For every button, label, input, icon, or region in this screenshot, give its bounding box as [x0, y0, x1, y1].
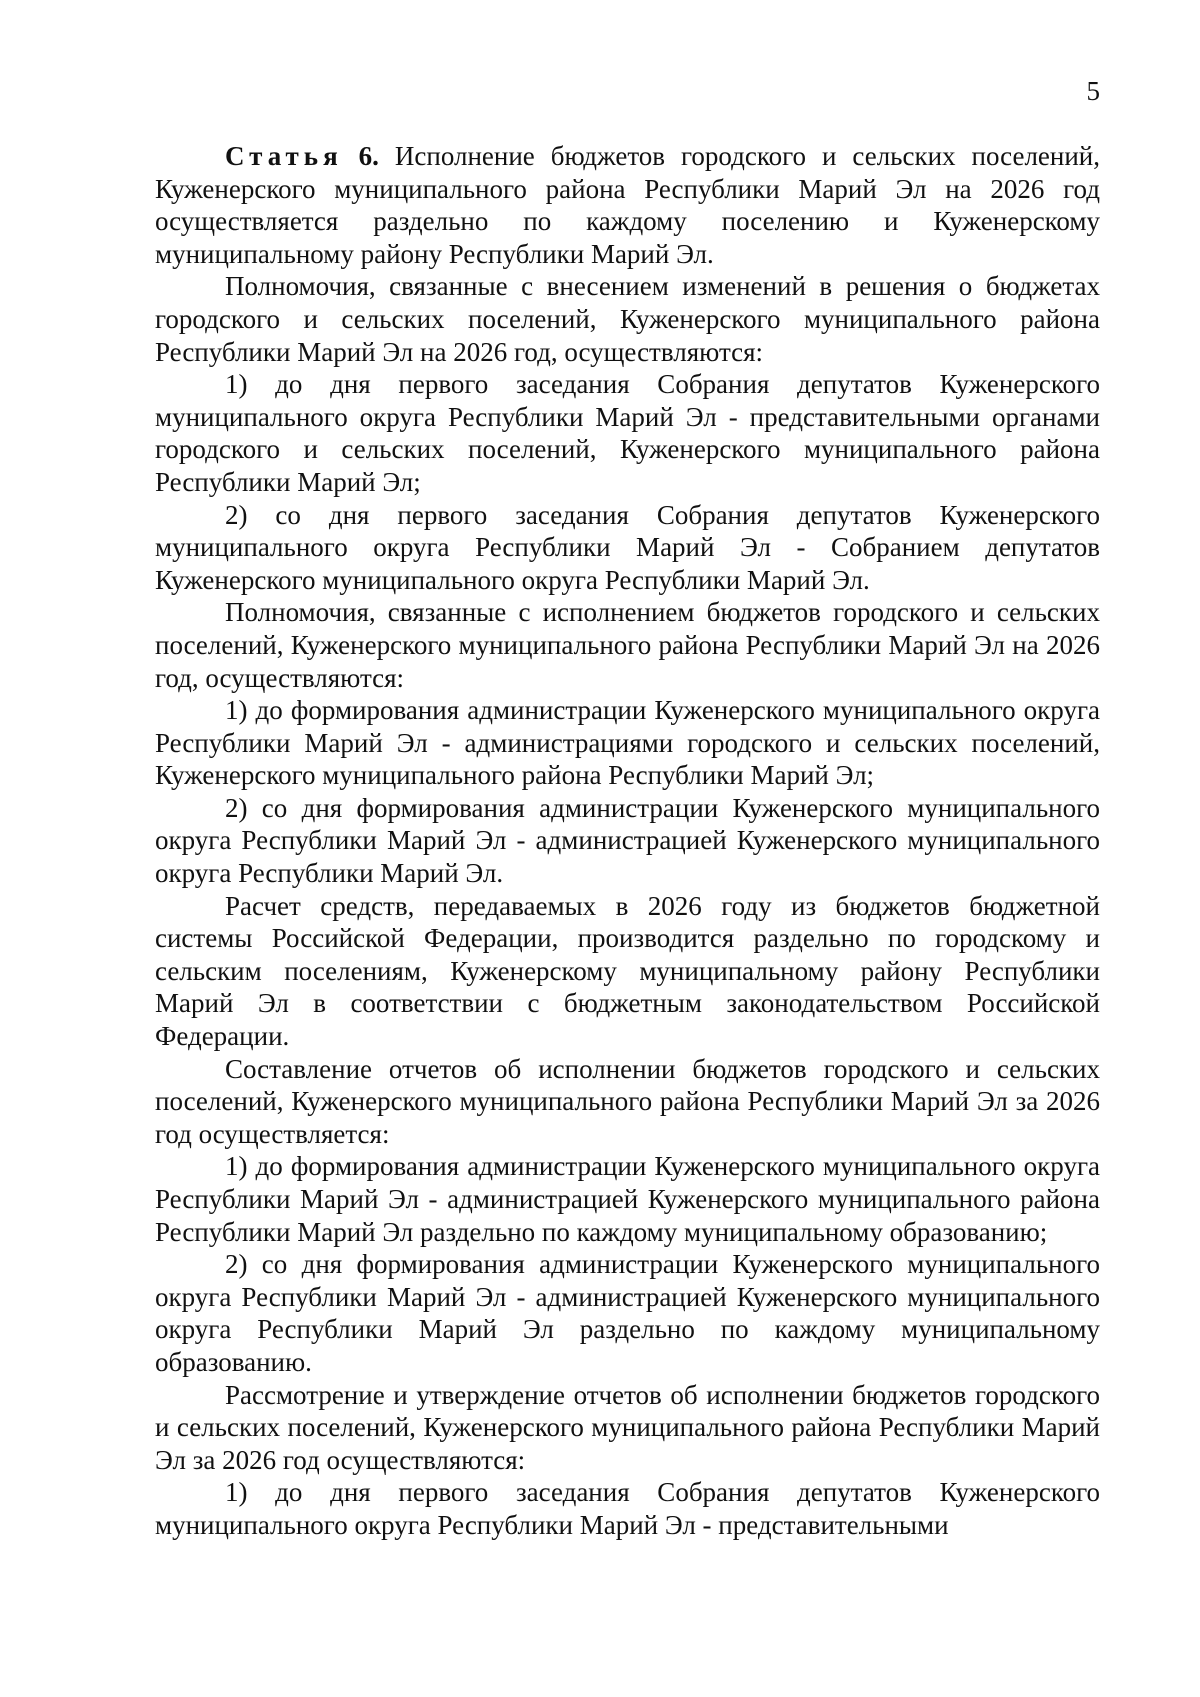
- paragraph: Рассмотрение и утверждение отчетов об исполнении бюджетов городского и сельских поселений, Куженерского муниципального района Республики Марий Эл за 2026 год осуществляются:: [155, 1379, 1100, 1475]
- article-label: Статья: [225, 141, 343, 171]
- article-paragraph: [155, 140, 1100, 270]
- paragraph: Полномочия, связанные с внесением изменений в решения о бюджетах городского и сельских поселений, Куженерского муниципального района Республики Марий Эл на 2026 год, осуществляются:: [155, 271, 1100, 367]
- paragraph: Составление отчетов об исполнении бюджетов городского и сельских поселений, Куженерского муниципального района Республики Марий Эл за 2026 год осуществляется:: [155, 1053, 1100, 1149]
- list-item: 2) со дня первого заседания Собрания депутатов Куженерского муниципального округа Республики Марий Эл - Собранием депутатов Куженерского муниципального округа Республики Марий Эл.: [155, 499, 1100, 595]
- document-body: [155, 140, 1100, 1542]
- paragraph: Полномочия, связанные с исполнением бюджетов городского и сельских поселений, Куженерского муниципального района Республики Марий Эл на 2026 год, осуществляются:: [155, 597, 1100, 693]
- article-text: Исполнение бюджетов городского и сельских поселений, Куженерского муниципального района Республики Марий Эл на 2026 год осуществляется раздельно по каждому поселению и Куженерскому муниципальному району Республики Марий Эл.: [155, 141, 1100, 269]
- list-item: 2) со дня формирования администрации Куженерского муниципального округа Республики Марий Эл - администрацией Куженерского муниципального округа Республики Марий Эл.: [155, 792, 1100, 889]
- list-item: 1) до формирования администрации Куженерского муниципального округа Республики Марий Эл - администрациями городского и сельских поселений, Куженерского муниципального района Республики Марий Эл;: [155, 695, 1100, 791]
- paragraph: Расчет средств, передаваемых в 2026 году из бюджетов бюджетной системы Российской Федерации, производится раздельно по городскому и сельским поселениям, Куженерскому муниципальному району Республики Марий Эл в соответствии с бюджетным законодательством Российской Федерации.: [155, 890, 1100, 1052]
- page-number: 5: [1086, 76, 1100, 106]
- list-item: 1) до дня первого заседания Собрания депутатов Куженерского муниципального округа Республики Марий Эл - представительными органами городского и сельских поселений, Куженерского муниципального района Республики Марий Эл;: [155, 369, 1100, 497]
- list-item: 2) со дня формирования администрации Куженерского муниципального округа Республики Марий Эл - администрацией Куженерского муниципального округа Республики Марий Эл раздельно по каждому муниципальному образованию.: [155, 1249, 1100, 1377]
- list-item: 1) до формирования администрации Куженерского муниципального округа Республики Марий Эл - администрацией Куженерского муниципального района Республики Марий Эл раздельно по каждому муниципальному образованию;: [155, 1151, 1100, 1247]
- list-item: 1) до дня первого заседания Собрания депутатов Куженерского муниципального округа Республики Марий Эл - представительными: [155, 1477, 1100, 1540]
- article-number: 6.: [358, 141, 379, 171]
